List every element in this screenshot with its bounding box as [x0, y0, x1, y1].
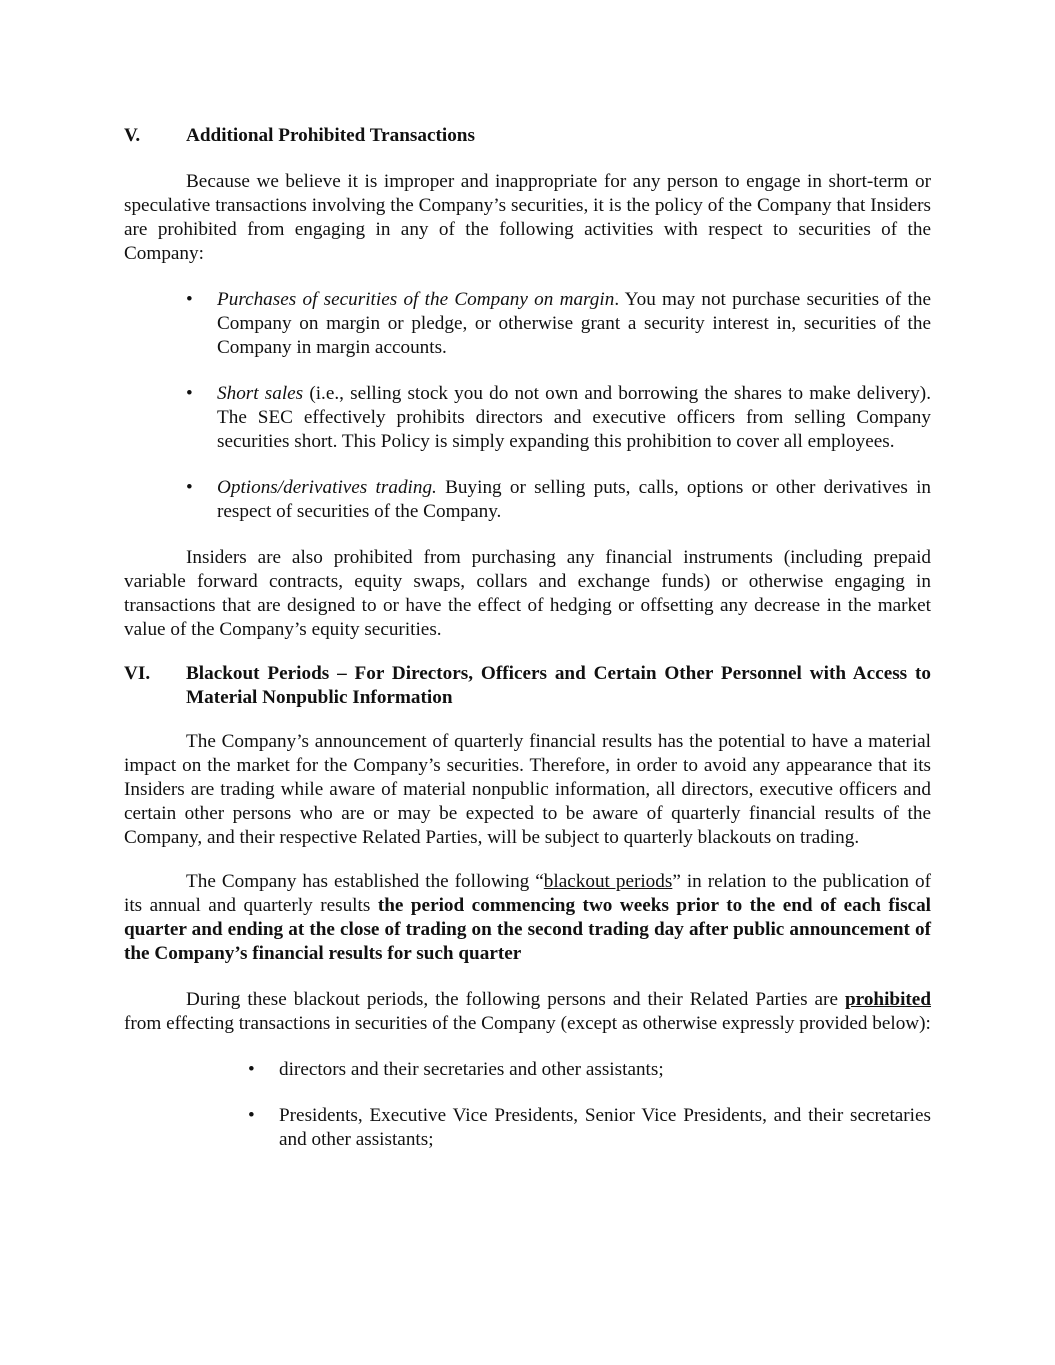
- section-v-intro: Because we believe it is improper and inappropriate for any person to engage in short-term or speculative transactions involving the Company’s securities, it is the policy of the Company that Insiders are prohibited from engaging in any of the following activities with respect to securities of the Company:: [124, 171, 931, 264]
- defined-term-blackout-periods: blackout periods: [543, 871, 673, 892]
- section-vi-heading: [124, 662, 931, 710]
- list-item: [124, 1104, 931, 1152]
- list-item-text: . You may not purchase securities of the Company on margin or pledge, or otherwise grant a security interest in, securities of the Company in margin accounts.: [217, 289, 931, 358]
- document-page: [124, 124, 931, 1152]
- bullet-icon: •: [186, 383, 193, 404]
- section-title: Additional Prohibited Transactions: [186, 125, 475, 146]
- section-v-heading: [124, 124, 931, 148]
- section-vi-paragraph-1: The Company’s announcement of quarterly financial results has the potential to have a material impact on the market for the Company’s securities. Therefore, in order to avoid any appearance that its Insiders are trading while aware of material nonpublic information, all directors, executive officers and certain other persons who are or may be expected to be aware of quarterly financial results of the Company, and their respective Related Parties, will be subject to quarterly blackouts on trading.: [124, 731, 931, 848]
- list-item-term: Short sales: [217, 383, 304, 404]
- bullet-icon: •: [248, 1059, 255, 1080]
- blackout-period-definition: the period commencing two weeks prior to the end of each fiscal quarter and ending at the close of trading on the second trading day after public announcement of the Company’s financial results for such quarter: [124, 895, 932, 964]
- list-item-term: Options/derivatives trading.: [217, 477, 437, 498]
- list-item-text: directors and their secretaries and other assistants;: [279, 1059, 664, 1080]
- section-v-closing: Insiders are also prohibited from purchasing any financial instruments (including prepaid variable forward contracts, equity swaps, collars and exchange funds) or otherwise engaging in transactions that are designed to or have the effect of hedging or offsetting any decrease in the market value of the Company’s equity securities.: [124, 547, 931, 640]
- prohibited-activities-list: [124, 288, 931, 524]
- list-item-text: Presidents, Executive Vice Presidents, Senior Vice Presidents, and their secretaries and other assistants;: [279, 1105, 931, 1150]
- paragraph-text: from effecting transactions in securities of the Company (except as otherwise expressly provided below):: [124, 1013, 931, 1034]
- list-item-text: (i.e., selling stock you do not own and borrowing the shares to make delivery). The SEC effectively prohibits directors and executive officers from selling Company securities short. This Policy is simply expanding this prohibition to cover all employees.: [217, 383, 931, 452]
- bullet-icon: •: [186, 477, 193, 498]
- section-number: VI.: [124, 663, 151, 684]
- bullet-icon: •: [186, 289, 193, 310]
- prohibited-emphasis: prohibited: [844, 989, 931, 1010]
- list-item-term: Purchases of securities of the Company on margin: [217, 289, 615, 310]
- bullet-icon: •: [248, 1105, 255, 1126]
- paragraph-text: During these blackout periods, the following persons and their Related Parties are: [186, 989, 845, 1010]
- paragraph-text: The Company has established the following “: [186, 871, 544, 892]
- paragraph-text: ” in relation to the publication of its annual and quarterly results: [124, 871, 931, 916]
- list-item: [124, 476, 931, 524]
- section-number: V.: [124, 125, 141, 146]
- section-title: Blackout Periods – For Directors, Officers and Certain Other Personnel with Access to Material Nonpublic Information: [186, 663, 931, 708]
- list-item: [124, 1058, 931, 1082]
- section-vi-paragraph-2: [124, 870, 931, 966]
- list-item: [124, 382, 931, 454]
- section-vi-paragraph-3: [124, 988, 931, 1036]
- list-item-text: Buying or selling puts, calls, options or other derivatives in respect of securities of the Company.: [217, 477, 931, 522]
- blackout-persons-list: [124, 1058, 931, 1152]
- list-item: [124, 288, 931, 360]
